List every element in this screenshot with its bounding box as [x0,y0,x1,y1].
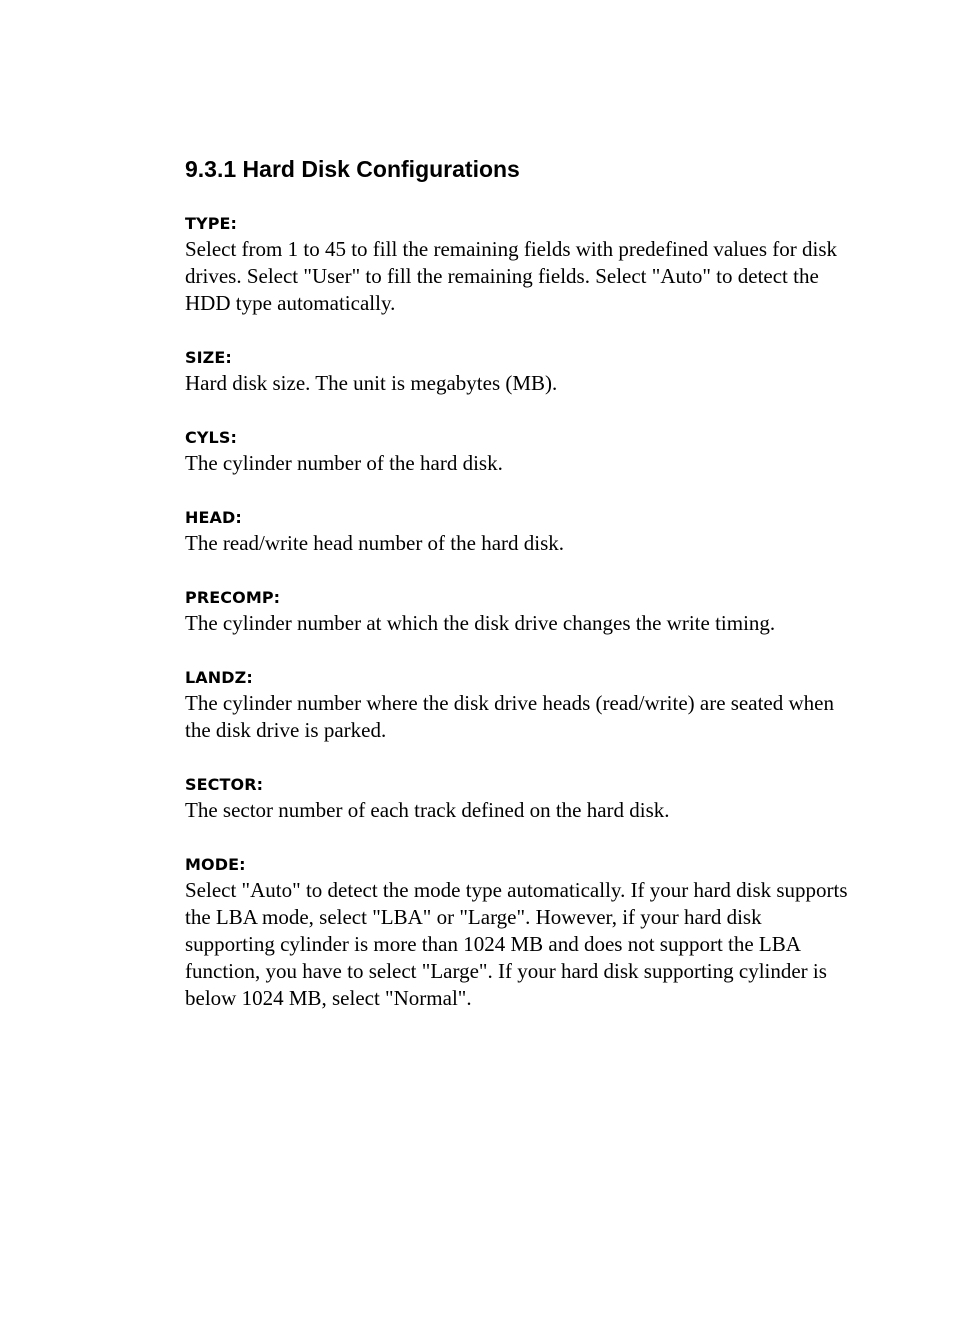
field-head [185,506,850,557]
field-label: SECTOR: [185,775,264,794]
field-description: The cylinder number where the disk drive heads (read/write) are seated when the disk drive is parked. [185,691,834,742]
field-landz [185,666,850,744]
field-label: HEAD: [185,508,242,527]
field-description: Select "Auto" to detect the mode type automatically. If your hard disk supports the LBA mode, select "LBA" or "Large". However, if your hard disk supporting cylinder is more than 1024 MB and does not support the LBA function, you have to select "Large". If your hard disk supporting cylinder is below 1024 MB, select "Normal". [185,878,848,1010]
field-label: SIZE: [185,348,232,367]
field-label: PRECOMP: [185,588,281,607]
field-description: The read/write head number of the hard disk. [185,531,565,555]
field-mode [185,853,850,1012]
field-description: Hard disk size. The unit is megabytes (MB). [185,371,558,395]
field-sector [185,773,850,824]
field-description: The cylinder number of the hard disk. [185,451,503,475]
field-description: The cylinder number at which the disk drive changes the write timing. [185,611,776,635]
field-cyls [185,426,850,477]
section-title: 9.3.1 Hard Disk Configurations [185,156,520,182]
field-type [185,212,850,317]
field-label: TYPE: [185,214,238,233]
document-page [185,154,850,1041]
field-description: Select from 1 to 45 to fill the remaining fields with predefined values for disk drives. Select "User" to fill the remaining fields. Select "Auto" to detect the HDD type automatically. [185,237,838,315]
field-precomp [185,586,850,637]
field-size [185,346,850,397]
field-label: MODE: [185,855,246,874]
field-label: CYLS: [185,428,237,447]
field-label: LANDZ: [185,668,253,687]
field-description: The sector number of each track defined on the hard disk. [185,798,670,822]
